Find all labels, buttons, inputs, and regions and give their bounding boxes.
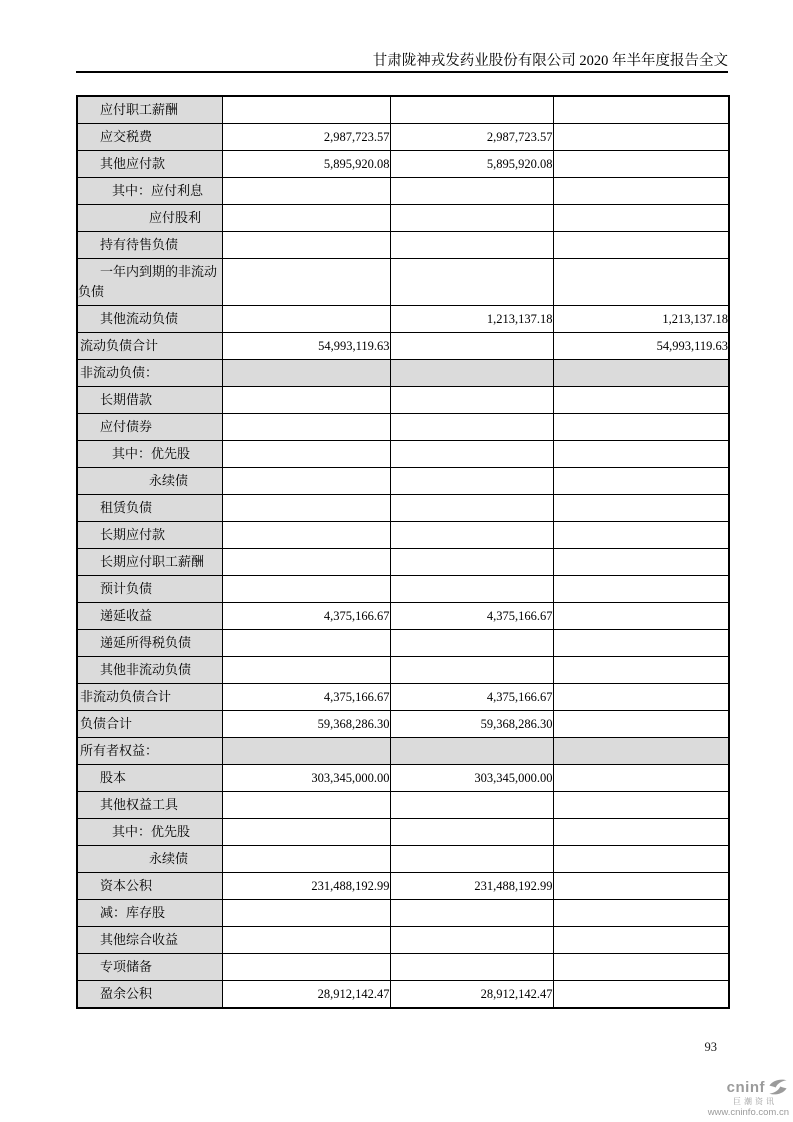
value-cell: 4,375,166.67 <box>222 603 390 630</box>
value-cell: 231,488,192.99 <box>222 873 390 900</box>
header-divider <box>76 71 728 73</box>
value-cell <box>553 414 729 441</box>
row-label-cell: 应付职工薪酬 <box>77 96 222 124</box>
value-cell <box>553 522 729 549</box>
cninfo-swirl-icon <box>767 1078 789 1096</box>
value-cell <box>553 657 729 684</box>
value-cell <box>553 819 729 846</box>
value-cell <box>553 981 729 1009</box>
value-cell <box>553 495 729 522</box>
value-cell <box>222 96 390 124</box>
value-cell: 303,345,000.00 <box>390 765 553 792</box>
value-cell <box>390 468 553 495</box>
value-cell <box>222 954 390 981</box>
cninfo-logo <box>708 1078 789 1118</box>
value-cell <box>390 657 553 684</box>
table-row <box>77 738 729 765</box>
value-cell: 231,488,192.99 <box>390 873 553 900</box>
row-label-cell: 预计负债 <box>77 576 222 603</box>
value-cell <box>222 927 390 954</box>
value-cell: 5,895,920.08 <box>222 151 390 178</box>
value-cell <box>222 441 390 468</box>
row-label-cell: 长期应付职工薪酬 <box>77 549 222 576</box>
value-cell <box>222 232 390 259</box>
value-cell <box>553 151 729 178</box>
row-label-cell: 永续债 <box>77 468 222 495</box>
table-row <box>77 954 729 981</box>
value-cell <box>222 819 390 846</box>
table-row <box>77 684 729 711</box>
value-cell <box>553 232 729 259</box>
value-cell <box>553 387 729 414</box>
value-cell <box>390 414 553 441</box>
value-cell <box>553 792 729 819</box>
value-cell <box>222 792 390 819</box>
table-row <box>77 981 729 1009</box>
value-cell <box>222 738 390 765</box>
value-cell: 4,375,166.67 <box>222 684 390 711</box>
value-cell <box>553 765 729 792</box>
value-cell <box>553 360 729 387</box>
table-row <box>77 151 729 178</box>
row-label-cell: 递延收益 <box>77 603 222 630</box>
value-cell: 2,987,723.57 <box>390 124 553 151</box>
value-cell <box>553 927 729 954</box>
logo-website: www.cninfo.com.cn <box>707 1107 789 1118</box>
row-label-cell: 其他非流动负债 <box>77 657 222 684</box>
table-row <box>77 792 729 819</box>
value-cell <box>222 178 390 205</box>
table-row <box>77 306 729 333</box>
table-row <box>77 495 729 522</box>
value-cell <box>222 522 390 549</box>
value-cell <box>553 954 729 981</box>
value-cell <box>222 846 390 873</box>
page-number: 93 <box>704 1040 717 1054</box>
value-cell <box>390 549 553 576</box>
value-cell <box>390 387 553 414</box>
table-row <box>77 522 729 549</box>
value-cell <box>222 414 390 441</box>
value-cell <box>390 846 553 873</box>
value-cell: 59,368,286.30 <box>390 711 553 738</box>
row-label-cell: 减：库存股 <box>77 900 222 927</box>
row-label-cell: 递延所得税负债 <box>77 630 222 657</box>
table-row <box>77 259 729 306</box>
row-label-cell: 持有待售负债 <box>77 232 222 259</box>
table-row <box>77 927 729 954</box>
table-row <box>77 576 729 603</box>
value-cell <box>553 549 729 576</box>
row-label-cell: 其中：应付利息 <box>77 178 222 205</box>
value-cell: 28,912,142.47 <box>222 981 390 1009</box>
row-label-cell: 其他权益工具 <box>77 792 222 819</box>
value-cell <box>553 738 729 765</box>
row-label-cell: 其他应付款 <box>77 151 222 178</box>
value-cell <box>390 333 553 360</box>
value-cell <box>222 360 390 387</box>
table-row <box>77 360 729 387</box>
table-row <box>77 387 729 414</box>
value-cell <box>222 576 390 603</box>
value-cell <box>390 232 553 259</box>
value-cell <box>553 846 729 873</box>
table-row <box>77 96 729 124</box>
value-cell <box>390 900 553 927</box>
value-cell: 54,993,119.63 <box>222 333 390 360</box>
row-label-cell: 租赁负债 <box>77 495 222 522</box>
value-cell: 54,993,119.63 <box>553 333 729 360</box>
row-label-cell: 其他流动负债 <box>77 306 222 333</box>
value-cell: 303,345,000.00 <box>222 765 390 792</box>
table-row <box>77 711 729 738</box>
balance-sheet-table <box>76 95 730 1009</box>
value-cell: 5,895,920.08 <box>390 151 553 178</box>
value-cell <box>390 630 553 657</box>
row-label-cell: 一年内到期的非流动负债 <box>77 259 222 306</box>
table-row <box>77 549 729 576</box>
row-label-cell: 永续债 <box>77 846 222 873</box>
table-row <box>77 603 729 630</box>
value-cell: 4,375,166.67 <box>390 684 553 711</box>
value-cell <box>553 124 729 151</box>
table-row <box>77 900 729 927</box>
value-cell <box>222 387 390 414</box>
value-cell <box>553 576 729 603</box>
logo-chinese-name: 巨潮资讯 <box>733 1097 777 1106</box>
value-cell: 1,213,137.18 <box>553 306 729 333</box>
row-label-cell: 其中：优先股 <box>77 819 222 846</box>
table-row <box>77 232 729 259</box>
value-cell <box>390 522 553 549</box>
row-label-cell: 盈余公积 <box>77 981 222 1009</box>
value-cell <box>222 657 390 684</box>
value-cell <box>553 873 729 900</box>
value-cell <box>553 684 729 711</box>
row-label-cell: 专项储备 <box>77 954 222 981</box>
value-cell <box>222 259 390 306</box>
page-header-title: 甘肃陇神戎发药业股份有限公司 2020 年半年度报告全文 <box>372 53 728 69</box>
table-row <box>77 630 729 657</box>
value-cell <box>390 96 553 124</box>
value-cell <box>222 495 390 522</box>
value-cell <box>553 441 729 468</box>
value-cell <box>553 900 729 927</box>
value-cell <box>553 205 729 232</box>
row-label-cell: 股本 <box>77 765 222 792</box>
table-row <box>77 414 729 441</box>
row-label-cell: 所有者权益： <box>77 738 222 765</box>
row-label-cell: 其中：优先股 <box>77 441 222 468</box>
value-cell <box>553 711 729 738</box>
table-row <box>77 657 729 684</box>
value-cell <box>390 259 553 306</box>
row-label-cell: 非流动负债合计 <box>77 684 222 711</box>
value-cell <box>390 792 553 819</box>
value-cell: 28,912,142.47 <box>390 981 553 1009</box>
table-row <box>77 124 729 151</box>
value-cell <box>222 630 390 657</box>
value-cell: 2,987,723.57 <box>222 124 390 151</box>
value-cell: 1,213,137.18 <box>390 306 553 333</box>
balance-sheet-body <box>77 96 729 1008</box>
logo-brand-row <box>727 1078 789 1096</box>
table-row <box>77 819 729 846</box>
row-label-cell: 资本公积 <box>77 873 222 900</box>
value-cell <box>553 259 729 306</box>
table-row <box>77 178 729 205</box>
row-label-cell: 流动负债合计 <box>77 333 222 360</box>
value-cell <box>553 96 729 124</box>
row-label-cell: 应交税费 <box>77 124 222 151</box>
row-label-cell: 长期借款 <box>77 387 222 414</box>
logo-brand-text: cninf <box>726 1078 765 1096</box>
value-cell <box>390 495 553 522</box>
value-cell <box>390 927 553 954</box>
table-row <box>77 873 729 900</box>
value-cell <box>553 630 729 657</box>
value-cell <box>222 205 390 232</box>
value-cell <box>390 954 553 981</box>
value-cell <box>390 441 553 468</box>
value-cell <box>390 819 553 846</box>
value-cell <box>390 576 553 603</box>
row-label-cell: 其他综合收益 <box>77 927 222 954</box>
value-cell <box>553 178 729 205</box>
value-cell <box>222 900 390 927</box>
row-label-cell: 负债合计 <box>77 711 222 738</box>
row-label-cell: 应付股利 <box>77 205 222 232</box>
table-row <box>77 441 729 468</box>
value-cell <box>390 178 553 205</box>
table-row <box>77 846 729 873</box>
value-cell: 4,375,166.67 <box>390 603 553 630</box>
table-row <box>77 333 729 360</box>
table-row <box>77 765 729 792</box>
value-cell <box>390 738 553 765</box>
value-cell <box>222 468 390 495</box>
value-cell: 59,368,286.30 <box>222 711 390 738</box>
table-row <box>77 205 729 232</box>
row-label-cell: 非流动负债： <box>77 360 222 387</box>
table-row <box>77 468 729 495</box>
row-label-cell: 应付债券 <box>77 414 222 441</box>
value-cell <box>553 468 729 495</box>
value-cell <box>222 549 390 576</box>
value-cell <box>553 603 729 630</box>
value-cell <box>222 306 390 333</box>
value-cell <box>390 205 553 232</box>
row-label-cell: 长期应付款 <box>77 522 222 549</box>
value-cell <box>390 360 553 387</box>
